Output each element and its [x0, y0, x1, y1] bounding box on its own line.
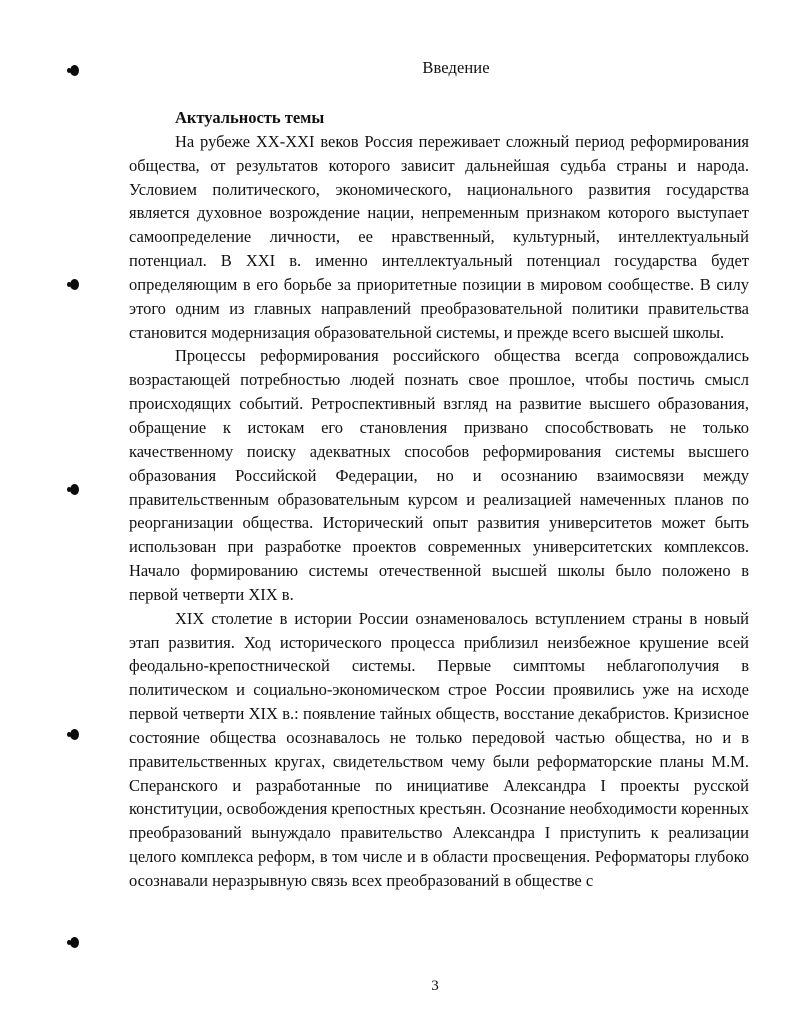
page-number: 3: [431, 978, 439, 994]
binder-hole-mark: [70, 937, 79, 948]
paragraph: На рубеже XX-XXI веков Россия переживает сложный период реформирования общества, от результатов которого зависит дальнейшая судьба страны и народа. Условием политического, экономического, национального развития государства является духовное возрождение нации, непременным признаком которого выступает самоопределение личности, ее нравственный, культурный, интеллектуальный потенциал. В XXI в. именно интеллектуальный потенциал государства будет определяющим в его борьбе за приоритетные позиции в мировом сообществе. В силу этого одним из главных направлений преобразовательной политики правительства становится модернизация образовательной системы, и прежде всего высшей школы.: [129, 131, 749, 342]
binder-hole-mark: [70, 484, 79, 495]
paragraph: Процессы реформирования российского общества всегда сопровождались возрастающей потребностью людей познать свое прошлое, чтобы постичь смысл происходящих событий. Ретроспективный взгляд на развитие высшего образования, обращение к истокам его становления призвано способствовать не только качественному поиску адекватных способов реформирования системы высшего образования Российской Федерации, но и осознанию взаимосвязи между правительственным образовательным курсом и реализацией намеченных планов по реорганизации общества. Исторический опыт развития университетов может быть использован при разработке проектов современных университетских комплексов. Начало формированию системы отечественной высшей школы было положено в первой четверти XIX в.: [129, 346, 749, 604]
body-text: [129, 106, 749, 893]
section-heading: Актуальность темы: [175, 108, 325, 127]
paragraph: XIX столетие в истории России ознаменовалось вступлением страны в новый этап развития. Ход исторического процесса приблизил неизбежное крушение всей феодально-крепостнической системы. Первые симптомы неблагополучия в политическом и социально-экономическом строе России проявились уже на исходе первой четверти XIX в.: появление тайных обществ, восстание декабристов. Кризисное состояние общества осознавалось не только передовой частью общества, но и в правительственных кругах, свидетельством чему были реформаторские планы М.М. Сперанского и разработанные по инициативе Александра I проекты русской конституции, освобождения крепостных крестьян. Осознание необходимости коренных преобразований вынуждало правительство Александра I приступить к реализации целого комплекса реформ, в том числе и в области просвещения. Реформаторы глубоко осознавали неразрывную связь всех преобразований в обществе с: [129, 608, 749, 890]
binder-hole-mark: [70, 729, 79, 740]
page-title: Введение: [422, 58, 490, 77]
binder-hole-mark: [70, 279, 79, 290]
